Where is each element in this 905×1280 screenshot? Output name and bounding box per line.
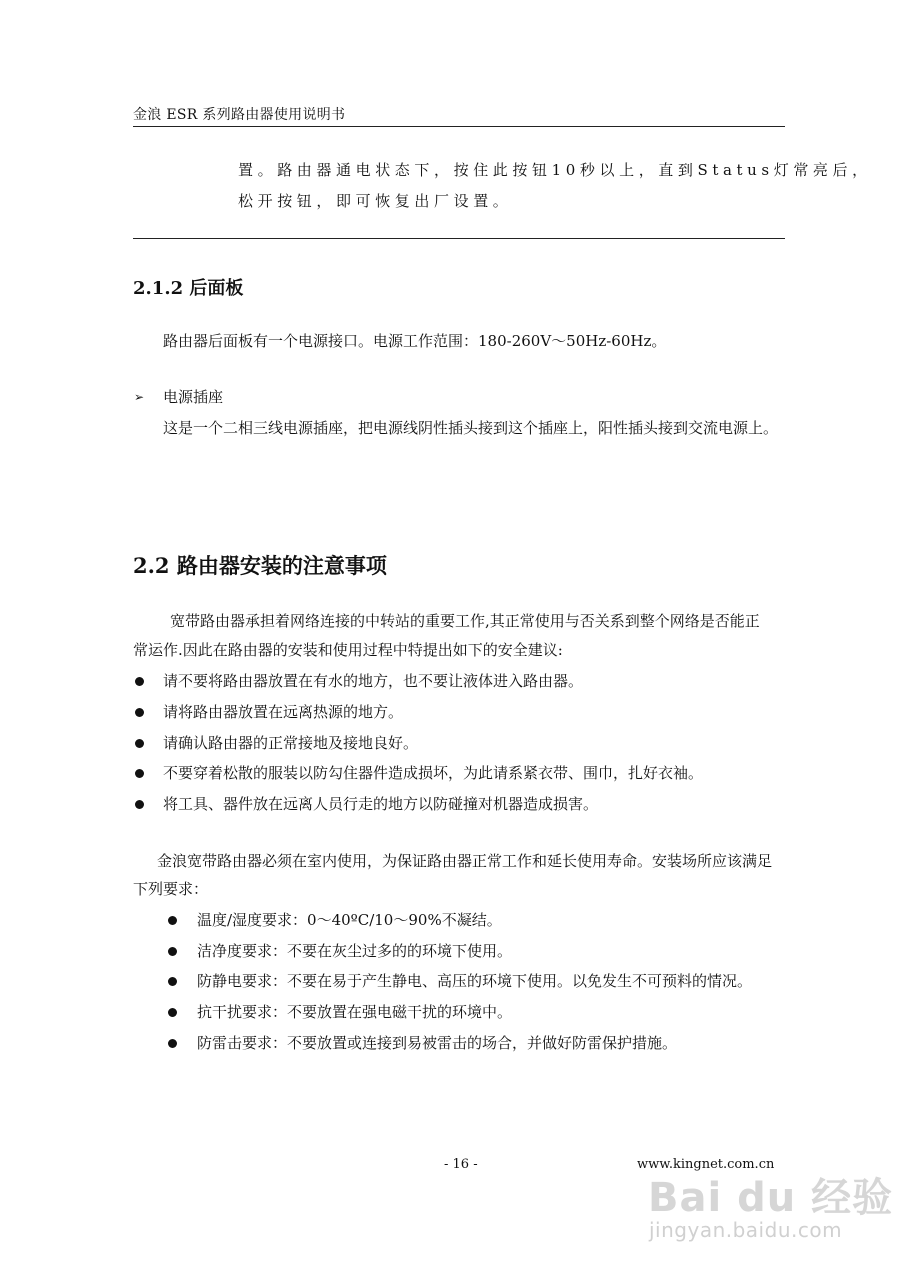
header-title: 金浪 ESR 系列路由器使用说明书 bbox=[133, 107, 346, 123]
install-paragraph-line-1: 金浪宽带路由器必须在室内使用，为保证路由器正常工作和延长使用寿命。安装场所应该满足 bbox=[157, 852, 773, 870]
bullet-dot-icon bbox=[168, 947, 177, 956]
power-socket-description: 这是一个二相三线电源插座，把电源线阴性插头接到这个插座上，阳性插头接到交流电源上。 bbox=[163, 419, 779, 437]
section-heading-2-2: 2.2 路由器安装的注意事项 bbox=[133, 553, 387, 578]
section-divider bbox=[133, 238, 785, 239]
rear-panel-paragraph: 路由器后面板有一个电源接口。电源工作范围：180-260V～50Hz-60Hz。 bbox=[163, 332, 667, 350]
header-rule bbox=[133, 126, 785, 127]
requirement-item: 抗干扰要求：不要放置在强电磁干扰的环境中。 bbox=[197, 1003, 513, 1021]
bullet-dot-icon bbox=[168, 916, 177, 925]
intro-line-1: 置。路由器通电状态下，按住此按钮10秒以上，直到Status灯常亮后， bbox=[238, 161, 872, 179]
safety-item: 不要穿着松散的服装以防勾住器件造成损坏，为此请系紧衣带、围巾，扎好衣袖。 bbox=[163, 764, 704, 782]
watermark-url: jingyan.baidu.com bbox=[649, 1218, 843, 1242]
bullet-dot-icon bbox=[135, 677, 144, 686]
requirement-item: 防雷击要求：不要放置或连接到易被雷击的场合，并做好防雷保护措施。 bbox=[197, 1034, 678, 1052]
safety-item: 将工具、器件放在远离人员行走的地方以防碰撞对机器造成损害。 bbox=[163, 795, 599, 813]
requirement-item: 洁净度要求：不要在灰尘过多的的环境下使用。 bbox=[197, 942, 513, 960]
safety-item: 请确认路由器的正常接地及接地良好。 bbox=[163, 734, 419, 752]
bullet-dot-icon bbox=[168, 977, 177, 986]
safety-paragraph-line-2: 常运作.因此在路由器的安装和使用过程中特提出如下的安全建议: bbox=[133, 641, 563, 659]
baidu-jingyan-watermark: Bai du 经验 bbox=[648, 1175, 894, 1221]
footer-url: www.kingnet.com.cn bbox=[637, 1157, 775, 1172]
requirement-item: 防静电要求：不要在易于产生静电、高压的环境下使用。以免发生不可预料的情况。 bbox=[197, 972, 753, 990]
bullet-dot-icon bbox=[168, 1008, 177, 1017]
bullet-dot-icon bbox=[135, 769, 144, 778]
install-paragraph-line-2: 下列要求： bbox=[133, 880, 209, 898]
bullet-dot-icon bbox=[135, 800, 144, 809]
safety-paragraph-line-1: 宽带路由器承担着网络连接的中转站的重要工作,其正常使用与否关系到整个网络是否能正 bbox=[170, 612, 760, 630]
bullet-dot-icon bbox=[135, 708, 144, 717]
requirement-item: 温度/湿度要求：0～40ºC/10～90%不凝结。 bbox=[197, 911, 502, 929]
safety-item: 请将路由器放置在远离热源的地方。 bbox=[163, 703, 404, 721]
section-heading-2-1-2: 2.1.2 后面板 bbox=[133, 278, 244, 299]
arrow-bullet-icon: ➢ bbox=[134, 390, 145, 404]
safety-item: 请不要将路由器放置在有水的地方，也不要让液体进入路由器。 bbox=[163, 672, 584, 690]
intro-line-2: 松开按钮，即可恢复出厂设置。 bbox=[238, 192, 513, 210]
bullet-dot-icon bbox=[168, 1039, 177, 1048]
power-socket-title: 电源插座 bbox=[163, 388, 224, 406]
bullet-dot-icon bbox=[135, 739, 144, 748]
page-number: - 16 - bbox=[444, 1157, 478, 1172]
